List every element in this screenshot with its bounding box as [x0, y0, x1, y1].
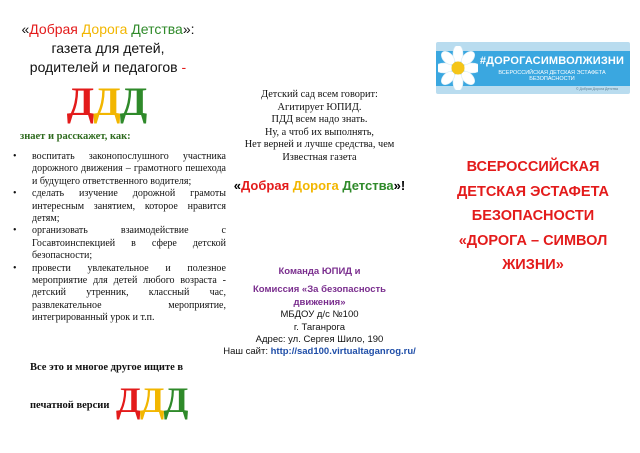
ddd-logo-small: ДДД: [116, 380, 188, 420]
left-panel: [0, 0, 226, 453]
contacts-block: Команда ЮПИД и Комиссия «За безопасность движения» МБДОУ д/с №100 г. Таганрога Адрес: ул. Сергея Шило, 190 Наш сайт: http://sad100.virtualtaganrog.ru/: [223, 266, 416, 358]
campaign-banner: #ДОРОГАСИМВОЛЖИЗНИ ВСЕРОССИЙСКАЯ ДЕТСКАЯ ЭСТАФЕТА БЕЗОПАСНОСТИ © Добрая Дорога Детства: [436, 42, 630, 94]
chamomile-icon: [438, 46, 478, 90]
middle-panel: [213, 0, 426, 453]
print-note-line2: печатной версии: [30, 400, 110, 411]
list-item: • провести увлекательное и полезное мероприятие для детей любого возраста - детский утренник, классный час, развлекательное мероприятие, интегрированный урок и т.п.: [13, 262, 226, 324]
print-note-line1: Все это и многое другое ищите в: [30, 362, 184, 373]
newspaper-name: «Добрая Дорога Детства»!: [233, 178, 406, 193]
tells-heading: знает и расскажет, как:: [20, 131, 131, 142]
ddd-logo: ДДД: [66, 79, 147, 124]
campaign-headline: ВСЕРОССИЙСКАЯ ДЕТСКАЯ ЭСТАФЕТА БЕЗОПАСНОСТИ «ДОРОГА – СИМВОЛ ЖИЗНИ»: [456, 159, 610, 273]
benefit-list: [10, 151, 226, 325]
poem: Детский сад всем говорит: Агитирует ЮПИД. ПДД всем надо знать. Ну, а чтоб их выполнять, Нет верней и лучше средства, чем Известная газета: [244, 89, 395, 163]
list-item: • сделать изучение дорожной грамоты интересным занятием, которое нравится детям;: [13, 188, 226, 225]
newspaper-title: «Добрая Дорога Детства»: газета для детей, родителей и педагогов -: [21, 21, 195, 75]
list-item: • организовать взаимодействие с Госавтоинспекцией в сфере детской безопасности;: [13, 225, 226, 262]
right-panel: [426, 0, 640, 453]
site-link[interactable]: http://sad100.virtualtaganrog.ru/: [270, 346, 416, 358]
list-item: • воспитать законопослушного участника дорожного движения – грамотного пешехода и будущего ответственного водителя;: [13, 151, 226, 187]
